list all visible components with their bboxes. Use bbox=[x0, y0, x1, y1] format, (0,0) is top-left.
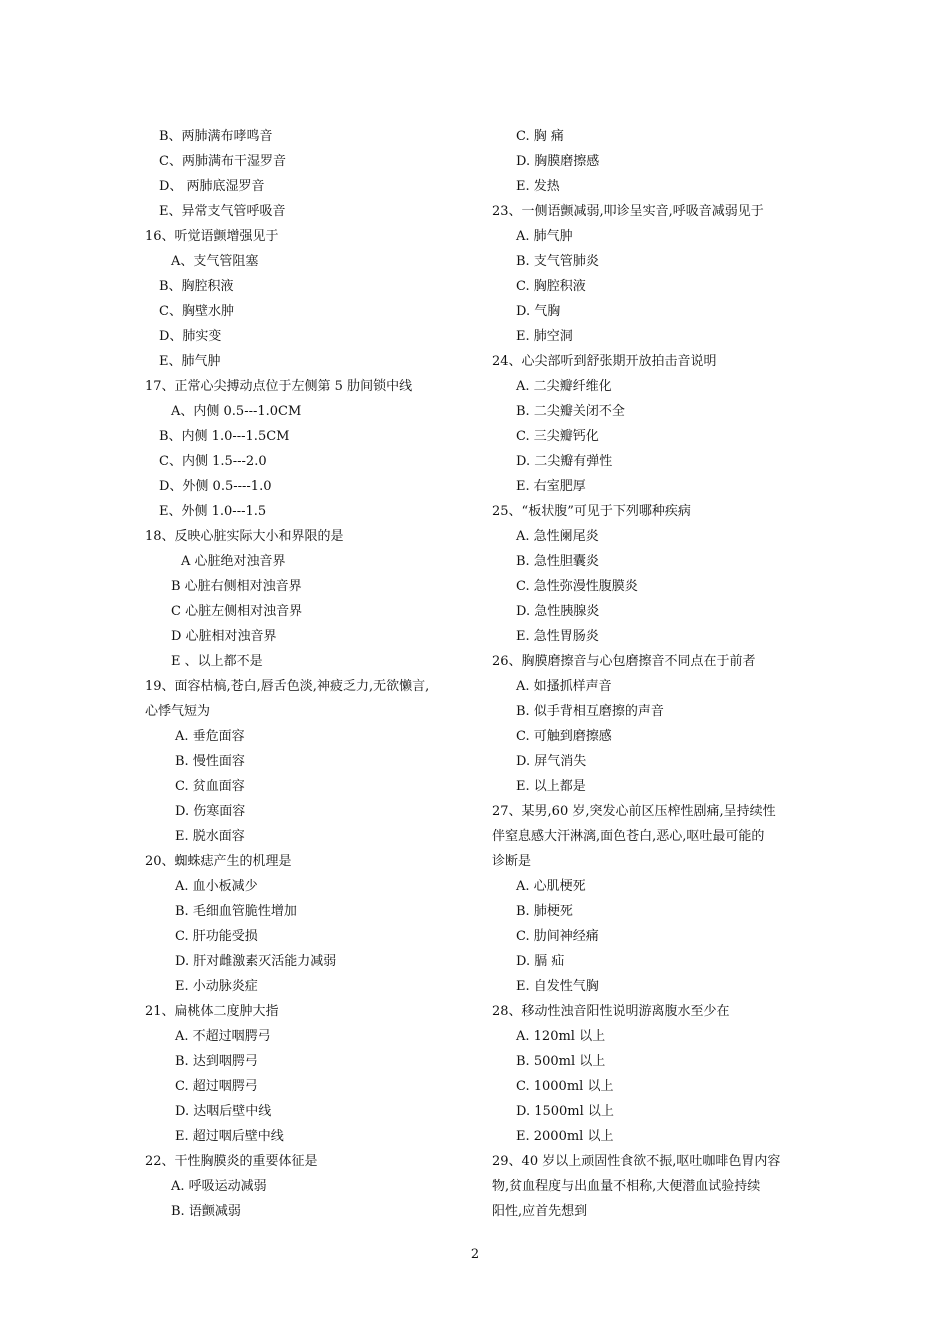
option-line: C. 三尖瓣钙化 bbox=[516, 429, 599, 444]
option-line: E. 2000ml 以上 bbox=[516, 1129, 614, 1144]
question-line: 23、一侧语颤减弱,叩诊呈实音,呼吸音减弱见于 bbox=[492, 204, 764, 219]
option-line: C. 肋间神经痛 bbox=[516, 929, 599, 944]
option-line: D. 二尖瓣有弹性 bbox=[516, 454, 613, 469]
option-line: E. 以上都是 bbox=[516, 779, 586, 794]
option-line: A、支气管阻塞 bbox=[171, 254, 259, 269]
option-line: C. 胸腔积液 bbox=[516, 279, 586, 294]
option-line: D. 急性胰腺炎 bbox=[516, 604, 600, 619]
option-line: D. 膈 疝 bbox=[516, 954, 565, 969]
option-line: B. 语颤减弱 bbox=[171, 1204, 241, 1219]
option-line: E. 发热 bbox=[516, 179, 560, 194]
option-line: C. 急性弥漫性腹膜炎 bbox=[516, 579, 638, 594]
option-line: A. 肺气肿 bbox=[516, 229, 573, 244]
option-line: C、胸壁水肿 bbox=[159, 304, 234, 319]
option-line: D 心脏相对浊音界 bbox=[171, 629, 277, 644]
question-line: 诊断是 bbox=[492, 854, 532, 869]
option-line: A. 血小板减少 bbox=[175, 879, 258, 894]
right-column bbox=[492, 124, 812, 1224]
option-line: C. 1000ml 以上 bbox=[516, 1079, 614, 1094]
option-line: E. 超过咽后壁中线 bbox=[175, 1129, 284, 1144]
option-line: B. 肺梗死 bbox=[516, 904, 573, 919]
question-line: 25、“板状腹”可见于下列哪种疾病 bbox=[492, 504, 691, 519]
option-line: D、外侧 0.5----1.0 bbox=[159, 479, 272, 494]
option-line: C. 贫血面容 bbox=[175, 779, 245, 794]
option-line: B. 达到咽腭弓 bbox=[175, 1054, 258, 1069]
question-line: 伴窒息感大汗淋漓,面色苍白,恶心,呕吐最可能的 bbox=[492, 829, 765, 844]
option-line: B、胸腔积液 bbox=[159, 279, 234, 294]
question-line: 21、扁桃体二度肿大指 bbox=[145, 1004, 279, 1019]
option-line: E. 自发性气胸 bbox=[516, 979, 599, 994]
option-line: B. 慢性面容 bbox=[175, 754, 245, 769]
option-line: D、肺实变 bbox=[159, 329, 222, 344]
option-line: E. 脱水面容 bbox=[175, 829, 245, 844]
option-line: B. 毛细血管脆性增加 bbox=[175, 904, 297, 919]
option-line: D. 气胸 bbox=[516, 304, 561, 319]
page-number: 2 bbox=[470, 1247, 480, 1262]
option-line: E、异常支气管呼吸音 bbox=[159, 204, 286, 219]
question-line: 心悸气短为 bbox=[145, 704, 211, 719]
question-line: 物,贫血程度与出血量不相称,大便潜血试验持续 bbox=[492, 1179, 761, 1194]
question-line: 18、反映心脏实际大小和界限的是 bbox=[145, 529, 344, 544]
option-line: A 心脏绝对浊音界 bbox=[181, 554, 286, 569]
option-line: C. 肝功能受损 bbox=[175, 929, 258, 944]
option-line: A. 急性阑尾炎 bbox=[516, 529, 599, 544]
option-line: B、内侧 1.0---1.5CM bbox=[159, 429, 290, 444]
option-line: C. 可触到磨擦感 bbox=[516, 729, 612, 744]
option-line: A. 呼吸运动减弱 bbox=[171, 1179, 267, 1194]
question-line: 22、干性胸膜炎的重要体征是 bbox=[145, 1154, 318, 1169]
option-line: E. 右室肥厚 bbox=[516, 479, 586, 494]
question-line: 阳性,应首先想到 bbox=[492, 1204, 588, 1219]
question-line: 19、面容枯槁,苍白,唇舌色淡,神疲乏力,无欲懒言, bbox=[145, 679, 430, 694]
option-line: D. 伤寒面容 bbox=[175, 804, 246, 819]
question-line: 24、心尖部听到舒张期开放拍击音说明 bbox=[492, 354, 717, 369]
option-line: B. 二尖瓣关闭不全 bbox=[516, 404, 625, 419]
option-line: C. 胸 痛 bbox=[516, 129, 564, 144]
option-line: E 、以上都不是 bbox=[171, 654, 263, 669]
option-line: D、 两肺底湿罗音 bbox=[159, 179, 265, 194]
option-line: C、两肺满布干湿罗音 bbox=[159, 154, 286, 169]
option-line: E、外侧 1.0---1.5 bbox=[159, 504, 267, 519]
option-line: E. 急性胃肠炎 bbox=[516, 629, 599, 644]
option-line: B. 急性胆囊炎 bbox=[516, 554, 599, 569]
option-line: A. 垂危面容 bbox=[175, 729, 245, 744]
question-line: 27、某男,60 岁,突发心前区压榨性剧痛,呈持续性 bbox=[492, 804, 776, 819]
option-line: A、内侧 0.5---1.0CM bbox=[171, 404, 302, 419]
option-line: D. 肝对雌激素灭活能力减弱 bbox=[175, 954, 337, 969]
option-line: E. 肺空洞 bbox=[516, 329, 573, 344]
option-line: C、内侧 1.5---2.0 bbox=[159, 454, 267, 469]
option-line: A. 二尖瓣纤维化 bbox=[516, 379, 612, 394]
option-line: E. 小动脉炎症 bbox=[175, 979, 258, 994]
question-line: 17、正常心尖搏动点位于左侧第 5 肋间锁中线 bbox=[145, 379, 413, 394]
question-line: 20、蜘蛛痣产生的机理是 bbox=[145, 854, 292, 869]
option-line: C 心脏左侧相对浊音界 bbox=[171, 604, 303, 619]
option-line: A. 如搔抓样声音 bbox=[516, 679, 612, 694]
left-column bbox=[145, 124, 475, 1224]
option-line: D. 1500ml 以上 bbox=[516, 1104, 614, 1119]
option-line: E、肺气肿 bbox=[159, 354, 221, 369]
option-line: B. 500ml 以上 bbox=[516, 1054, 606, 1069]
question-line: 28、移动性浊音阳性说明游离腹水至少在 bbox=[492, 1004, 730, 1019]
question-line: 29、40 岁以上顽固性食欲不振,呕吐咖啡色胃内容 bbox=[492, 1154, 781, 1169]
option-line: D. 屏气消失 bbox=[516, 754, 587, 769]
option-line: B. 支气管肺炎 bbox=[516, 254, 599, 269]
option-line: D. 达咽后壁中线 bbox=[175, 1104, 272, 1119]
option-line: A. 120ml 以上 bbox=[516, 1029, 606, 1044]
option-line: B 心脏右侧相对浊音界 bbox=[171, 579, 302, 594]
option-line: B. 似手背相互磨擦的声音 bbox=[516, 704, 664, 719]
option-line: B、两肺满布哮鸣音 bbox=[159, 129, 273, 144]
option-line: D. 胸膜磨擦感 bbox=[516, 154, 600, 169]
question-line: 26、胸膜磨擦音与心包磨擦音不同点在于前者 bbox=[492, 654, 756, 669]
option-line: A. 不超过咽腭弓 bbox=[175, 1029, 271, 1044]
option-line: A. 心肌梗死 bbox=[516, 879, 586, 894]
question-line: 16、听觉语颤增强见于 bbox=[145, 229, 279, 244]
option-line: C. 超过咽腭弓 bbox=[175, 1079, 258, 1094]
